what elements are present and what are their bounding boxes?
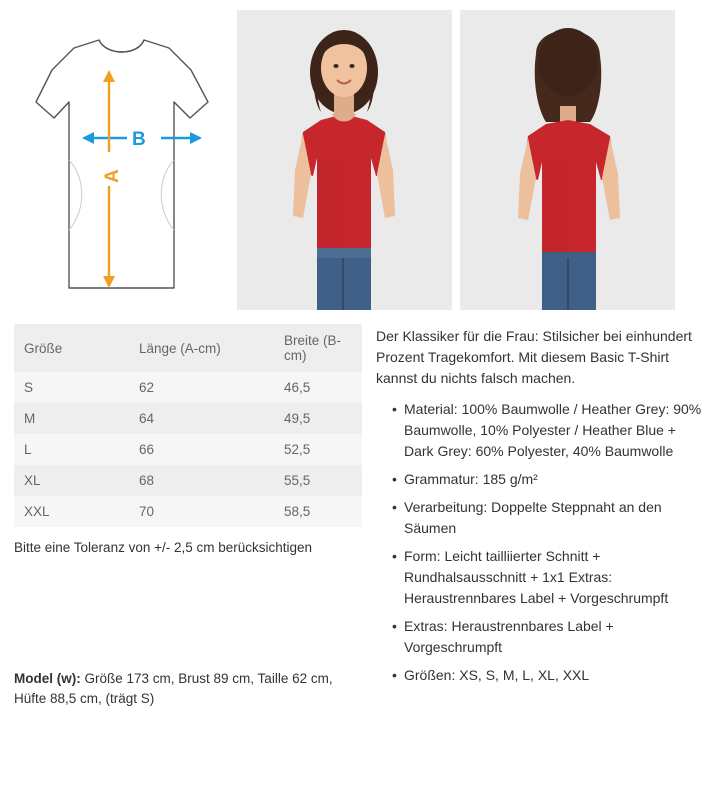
- table-row: [14, 496, 362, 527]
- product-images-row: [0, 0, 720, 310]
- cell-length: 70: [129, 496, 274, 527]
- description-column: [376, 324, 706, 710]
- header-size: Größe: [14, 324, 129, 372]
- list-item: • Verarbeitung: Doppelte Steppnaht an den Säumen: [392, 497, 706, 539]
- list-item: • Material: 100% Baumwolle / Heather Grey: 90% Baumwolle, 10% Polyester / Heather Blue + Dark Grey: 60% Polyester, 40% Baumwolle: [392, 399, 706, 462]
- model-front-photo: [237, 10, 452, 310]
- cell-width: 46,5: [274, 372, 362, 403]
- cell-width: 49,5: [274, 403, 362, 434]
- cell-length: 64: [129, 403, 274, 434]
- header-width: Breite (B-cm): [274, 324, 362, 372]
- cell-size: XXL: [14, 496, 129, 527]
- size-table-column: [14, 324, 362, 710]
- model-info: [14, 669, 362, 710]
- width-label: B: [132, 129, 146, 150]
- cell-length: 68: [129, 465, 274, 496]
- list-item: • Grammatur: 185 g/m²: [392, 469, 706, 490]
- list-item: • Extras: Heraustrennbares Label + Vorgeschrumpft: [392, 616, 706, 658]
- cell-size: XL: [14, 465, 129, 496]
- cell-size: M: [14, 403, 129, 434]
- model-back-photo: [460, 10, 675, 310]
- cell-width: 55,5: [274, 465, 362, 496]
- table-row: [14, 465, 362, 496]
- model-info-label: Model (w):: [14, 671, 81, 687]
- table-row: [14, 372, 362, 403]
- header-length: Länge (A-cm): [129, 324, 274, 372]
- list-item: • Größen: XS, S, M, L, XL, XXL: [392, 665, 706, 686]
- model-info-text: Größe 173 cm, Brust 89 cm, Taille 62 cm, Hüfte 88,5 cm, (trägt S): [14, 671, 333, 707]
- table-row: [14, 403, 362, 434]
- cell-width: 58,5: [274, 496, 362, 527]
- list-item: • Form: Leicht tailliierter Schnitt + Rundhalsausschnitt + 1x1 Extras: Heraustrennbares Label + Vorgeschrumpft: [392, 546, 706, 609]
- table-row: [14, 434, 362, 465]
- feature-list: [376, 399, 706, 686]
- height-label: A: [102, 169, 123, 183]
- product-details: [0, 310, 720, 710]
- tolerance-note: Bitte eine Toleranz von +/- 2,5 cm berücksichtigen: [14, 540, 313, 555]
- description-intro: Der Klassiker für die Frau: Stilsicher bei einhundert Prozent Tragekomfort. Mit diesem Basic T-Shirt kannst du nichts falsch machen.: [376, 328, 692, 386]
- table-header-row: [14, 324, 362, 372]
- cell-length: 62: [129, 372, 274, 403]
- cell-length: 66: [129, 434, 274, 465]
- cell-size: L: [14, 434, 129, 465]
- cell-size: S: [14, 372, 129, 403]
- size-diagram: [14, 10, 229, 310]
- size-table: [14, 324, 362, 527]
- cell-width: 52,5: [274, 434, 362, 465]
